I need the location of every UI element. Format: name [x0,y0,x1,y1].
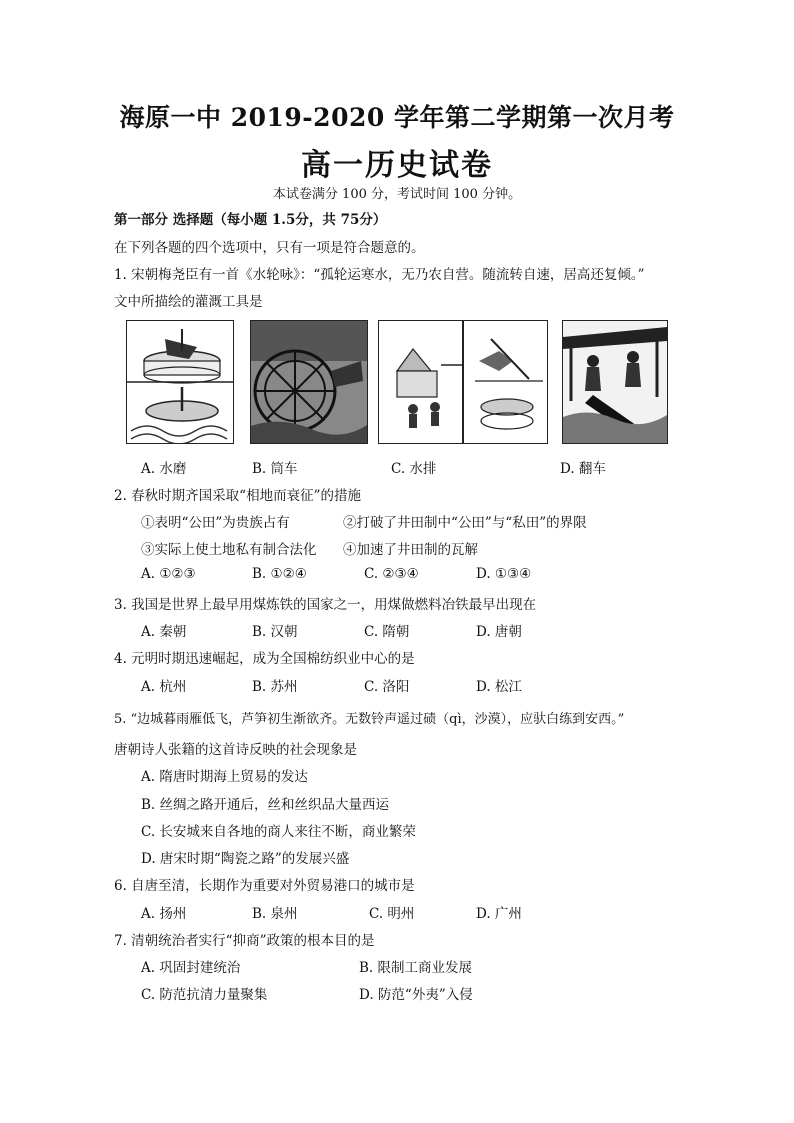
question-6-option-c: C. 明州 [369,906,415,922]
question-5-option-b: B. 丝绸之路开通后，丝和丝织品大量西运 [141,797,390,813]
exam-note: 本试卷满分 100 分，考试时间 100 分钟。 [272,187,522,202]
question-2-statement-4: ④加速了井田制的瓦解 [343,542,478,558]
question-5-option-d: D. 唐宋时期“陶瓷之路”的发展兴盛 [141,851,350,867]
question-4-option-a: A. 杭州 [141,679,187,695]
question-4-stem: 4. 元明时期迅速崛起，成为全国棉纺织业中心的是 [114,651,415,667]
question-7-stem: 7. 清朝统治者实行“抑商”政策的根本目的是 [114,933,375,949]
question-2-option-b: B. ①②④ [252,566,307,582]
question-2-stem: 2. 春秋时期齐国采取“相地而衰征”的措施 [114,488,361,504]
exam-subject-title: 高一历史试卷 [301,148,493,183]
question-3-stem: 3. 我国是世界上最早用煤炼铁的国家之一，用煤做燃料冶铁最早出现在 [114,597,537,613]
section-instruction: 在下列各题的四个选项中，只有一项是符合题意的。 [114,240,425,256]
question-7-option-d: D. 防范“外夷”入侵 [359,987,473,1003]
question-3-option-d: D. 唐朝 [476,624,522,640]
question-2-statement-3: ③实际上使土地私有制合法化 [141,542,317,558]
school-exam-title: 海原一中 2019-2020 学年第二学期第一次月考 [119,103,675,132]
question-6-option-d: D. 广州 [476,906,522,922]
question-7-option-a: A. 巩固封建统治 [141,960,241,976]
question-2-statement-1: ①表明“公田”为贵族占有 [141,515,290,531]
question-2-option-d: D. ①③④ [476,566,532,582]
question-6-option-a: A. 扬州 [141,906,187,922]
question-2-option-c: C. ②③④ [364,566,419,582]
question-7-option-b: B. 限制工商业发展 [359,960,473,976]
question-4-option-b: B. 苏州 [252,679,298,695]
water-bellows-image [378,320,548,444]
question-3-option-a: A. 秦朝 [141,624,187,640]
question-4-option-d: D. 松江 [476,679,522,695]
question-5-stem-line-2: 唐朝诗人张籍的这首诗反映的社会现象是 [114,742,357,758]
question-3-option-b: B. 汉朝 [252,624,298,640]
question-1-option-c: C. 水排 [391,461,437,477]
question-5-option-c: C. 长安城来自各地的商人来往不断，商业繁荣 [141,824,416,840]
question-5-option-a: A. 隋唐时期海上贸易的发达 [141,769,308,785]
question-1-option-d: D. 翻车 [560,461,606,477]
question-1-option-b: B. 筒车 [252,461,298,477]
question-3-option-c: C. 隋朝 [364,624,410,640]
question-6-stem: 6. 自唐至清，长期作为重要对外贸易港口的城市是 [114,878,415,894]
question-1-stem-line-1: 1. 宋朝梅尧臣有一首《水轮咏》：“孤轮运寒水，无乃农自营。随流转自速，居高还复倾。” [114,267,645,283]
question-1-stem-line-2: 文中所描绘的灌溉工具是 [114,294,263,310]
millstone-image [126,320,234,444]
question-7-option-c: C. 防范抗清力量聚集 [141,987,268,1003]
section-heading: 第一部分 选择题（每小题 1.5分，共 75分） [114,212,387,228]
question-5-stem-line-1: 5. “边城暮雨雁低飞，芦笋初生渐欲齐。无数铃声遥过碛（qì，沙漠），应驮白练到安西。” [114,712,625,727]
question-1-option-a: A. 水磨 [141,461,187,477]
question-6-option-b: B. 泉州 [252,906,298,922]
question-2-statement-2: ②打破了井田制中“公田”与“私田”的界限 [343,515,587,531]
question-2-option-a: A. ①②③ [141,566,196,582]
waterwheel-image [250,320,368,444]
question-4-option-c: C. 洛阳 [364,679,410,695]
dragon-backbone-pump-image [562,320,668,444]
